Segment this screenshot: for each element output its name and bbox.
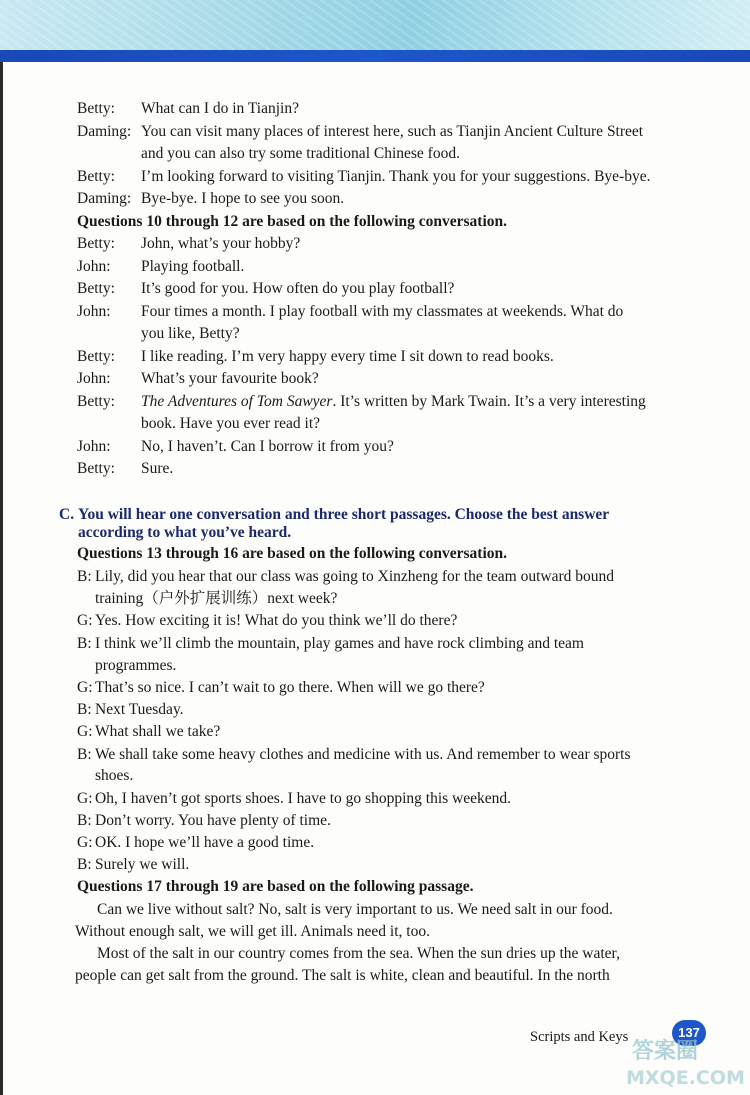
speaker-label: G:: [77, 679, 93, 696]
speaker-label: John:: [77, 438, 111, 455]
speech-text: training（户外扩展训练）next week?: [95, 590, 338, 607]
speech-text: I’m looking forward to visiting Tianjin. Thank you for your suggestions. Bye-bye.: [141, 168, 651, 185]
section-label: C.: [59, 506, 75, 523]
speaker-label: B:: [77, 701, 92, 718]
speech-text: No, I haven’t. Can I borrow it from you?: [141, 438, 394, 455]
top-banner: [0, 0, 750, 50]
speech-text: That’s so nice. I can’t wait to go there. When will we go there?: [95, 679, 485, 696]
speaker-label: Betty:: [77, 235, 115, 252]
speech-text: I think we’ll climb the mountain, play games and have rock climbing and team: [95, 635, 584, 652]
passage-line: Can we live without salt? No, salt is very important to us. We need salt in our food.: [97, 901, 613, 918]
watermark-logo: [620, 1032, 745, 1090]
book-title: The Adventures of Tom Sawyer: [141, 393, 333, 410]
speaker-label: John:: [77, 258, 111, 275]
speech-text: We shall take some heavy clothes and medicine with us. And remember to wear sports: [95, 746, 631, 763]
speaker-label: B:: [77, 856, 92, 873]
speaker-label: B:: [77, 635, 92, 652]
speech-text: Playing football.: [141, 258, 245, 275]
speech-text: you like, Betty?: [141, 325, 240, 342]
speaker-label: Betty:: [77, 280, 115, 297]
speaker-label: Daming:: [77, 190, 132, 207]
speaker-label: John:: [77, 370, 111, 387]
speech-text: Surely we will.: [95, 856, 190, 873]
speech-text: Don’t worry. You have plenty of time.: [95, 812, 331, 829]
question-heading-13: Questions 13 through 16 are based on the following conversation.: [77, 545, 508, 562]
speech-text: book. Have you ever read it?: [141, 415, 321, 432]
section-instruction: according to what you’ve heard.: [78, 524, 292, 541]
speech-text: Bye-bye. I hope to see you soon.: [141, 190, 345, 207]
top-blue-bar: [0, 50, 750, 62]
speech-text: shoes.: [95, 767, 134, 784]
passage-line: Most of the salt in our country comes from the sea. When the sun dries up the water,: [97, 945, 620, 962]
speech-text: John, what’s your hobby?: [141, 235, 301, 252]
speech-text: What shall we take?: [95, 723, 221, 740]
page-number: 137: [672, 1020, 706, 1046]
watermark-text-cn: 答案圈: [632, 1039, 699, 1064]
speaker-label: B:: [77, 746, 92, 763]
speaker-label: Betty:: [77, 168, 115, 185]
speaker-label: B:: [77, 812, 92, 829]
speaker-label: Betty:: [77, 348, 115, 365]
speech-text: It’s good for you. How often do you play football?: [141, 280, 455, 297]
question-heading-10: Questions 10 through 12 are based on the following conversation.: [77, 213, 508, 230]
speech-text: Sure.: [141, 460, 174, 477]
speaker-label: G:: [77, 612, 93, 629]
speaker-label: B:: [77, 568, 92, 585]
speech-text: Next Tuesday.: [95, 701, 184, 718]
speaker-label: G:: [77, 834, 93, 851]
speech-text-rest: . It’s written by Mark Twain. It’s a very interesting: [332, 393, 646, 410]
speaker-label: G:: [77, 790, 93, 807]
speaker-label: Betty:: [77, 460, 115, 477]
speech-text: OK. I hope we’ll have a good time.: [95, 834, 315, 851]
speaker-label: G:: [77, 723, 93, 740]
watermark-text-url: MXQE.COM: [626, 1067, 745, 1089]
passage-line: Without enough salt, we will get ill. Animals need it, too.: [75, 923, 430, 940]
speaker-label: Daming:: [77, 123, 132, 140]
passage-line: people can get salt from the ground. The salt is white, clean and beautiful. In the north: [75, 967, 610, 984]
speech-text: Four times a month. I play football with my classmates at weekends. What do: [141, 303, 624, 320]
speech-text: You can visit many places of interest here, such as Tianjin Ancient Culture Street: [141, 123, 644, 140]
speech-text: Oh, I haven’t got sports shoes. I have to go shopping this weekend.: [95, 790, 512, 807]
speaker-label: Betty:: [77, 100, 115, 117]
page-left-edge: [0, 62, 3, 1095]
speaker-label: Betty:: [77, 393, 115, 410]
speech-text: What can I do in Tianjin?: [141, 100, 299, 117]
speech-text: and you can also try some traditional Chinese food.: [141, 145, 460, 162]
speech-text: [141, 391, 646, 413]
question-heading-17: Questions 17 through 19 are based on the following passage.: [77, 878, 474, 895]
speech-text: Yes. How exciting it is! What do you think we’ll do there?: [95, 612, 458, 629]
speech-text: What’s your favourite book?: [141, 370, 319, 387]
section-instruction: You will hear one conversation and three short passages. Choose the best answer: [78, 506, 610, 523]
speech-text: programmes.: [95, 657, 177, 674]
speech-text: I like reading. I’m very happy every time I sit down to read books.: [141, 348, 554, 365]
speech-text: Lily, did you hear that our class was going to Xinzheng for the team outward bound: [95, 568, 614, 585]
footer-label: Scripts and Keys: [530, 1029, 629, 1045]
speaker-label: John:: [77, 303, 111, 320]
